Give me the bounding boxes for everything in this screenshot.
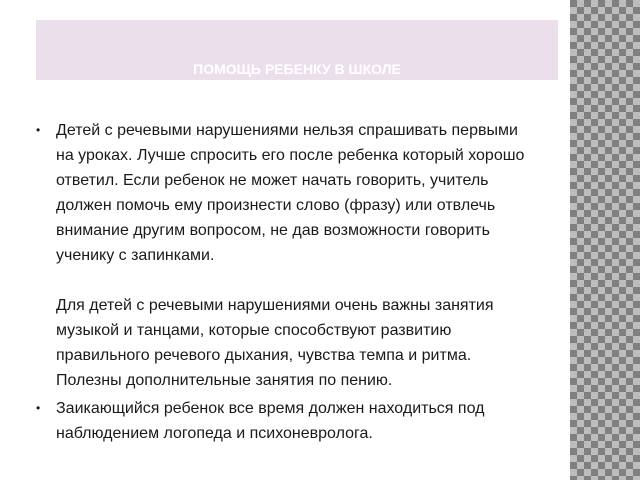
bullet-paragraph: Для детей с речевыми нарушениями очень важны занятия музыкой и танцами, которые способствуют развитию правильного речевого дыхания, чувства темпа и ритма. Полезны дополнительные занятия по пению. — [56, 297, 494, 389]
bullet-paragraph: Заикающийся ребенок все время должен находиться под наблюдением логопеда и психоневролога. — [56, 400, 485, 442]
bullet-icon: • — [36, 123, 41, 137]
bullet-item — [36, 396, 536, 446]
slide-title: ПОМОЩЬ РЕБЕНКУ В ШКОЛЕ — [193, 61, 401, 77]
bullet-icon: • — [36, 401, 41, 415]
decorative-pattern-strip — [570, 0, 640, 480]
title-bar — [36, 20, 558, 80]
slide-content — [36, 118, 536, 446]
bullet-paragraph: Детей с речевыми нарушениями нельзя спрашивать первыми на уроках. Лучше спросить его после ребенка который хорошо ответил. Если ребенок не может начать говорить, учитель должен помочь ему произнести слово (фразу) или отвлечь внимание другим вопросом, не дав возможности говорить ученику с запинками. — [56, 122, 525, 264]
bullet-item — [36, 118, 536, 393]
